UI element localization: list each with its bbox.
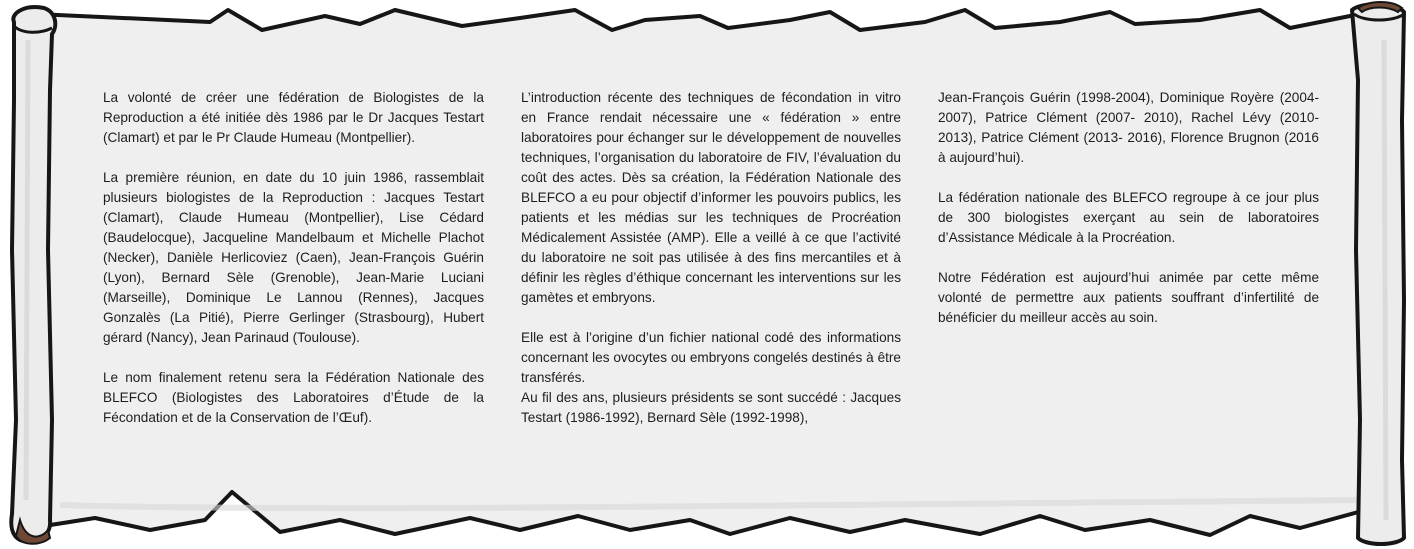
left-roll — [11, 7, 55, 544]
paragraph: La volonté de créer une fédération de Biologistes de la Reproduction a été initiée dès 1986 par le Dr Jacques Testart (Clamart) et par le Pr Claude Humeau (Montpellier). — [103, 90, 484, 145]
paragraph: La première réunion, en date du 10 juin 1986, rassemblait plusieurs biologistes de la Reproduction : Jacques Testart (Clamart), Claude Humeau (Montpellier), Lise Cédard (Baudelocque), Jacqueline Mandelbaum et Michelle Plachot (Necker), Danièle Herlicoviez (Caen), Jean-François Guérin (Lyon), Bernard Sèle (Grenoble), Jean-Marie Luciani (Marseille), Dominique Le Lannou (Rennes), Jacques Gonzalès (La Pitié), Pierre Gerlinger (Strasbourg), Hubert gérard (Nancy), Jean Parinaud (Toulouse). — [103, 170, 484, 345]
text-column-3 — [938, 88, 1319, 348]
text-column-2 — [521, 88, 901, 448]
paragraph: Le nom finalement retenu sera la Fédération Nationale des BLEFCO (Biologistes des Laboratoires d’Étude de la Fécondation et de la Conservation de l’Œuf). — [103, 370, 484, 425]
right-roll — [1352, 2, 1404, 544]
paragraph: Notre Fédération est aujourd’hui animée par cette même volonté de permettre aux patients souffrant d’infertilité de bénéficier du meilleur accès au soin. — [938, 270, 1319, 325]
text-column-1 — [103, 88, 484, 448]
paragraph: Au fil des ans, plusieurs présidents se sont succédé : Jacques Testart (1986-1992), Bernard Sèle (1992-1998), — [521, 390, 901, 425]
paragraph: Elle est à l’origine d’un fichier national codé des informations concernant les ovocytes ou embryons congelés destinés à être transférés. — [521, 330, 901, 385]
paragraph: Jean-François Guérin (1998-2004), Dominique Royère (2004-2007), Patrice Clément (2007- 2010), Rachel Lévy (2010-2013), Patrice Clément (2013- 2016), Florence Brugnon (2016 à aujourd’hui). — [938, 90, 1319, 165]
paragraph: La fédération nationale des BLEFCO regroupe à ce jour plus de 300 biologistes exerçant au sein de laboratoires d’Assistance Médicale à la Procréation. — [938, 190, 1319, 245]
paragraph: L’introduction récente des techniques de fécondation in vitro en France rendait nécessaire une « fédération » entre laboratoires pour échanger sur le développement de nouvelles techniques, l’organisation du laboratoire de FIV, l’évaluation du coût des actes. Dès sa création, la Fédération Nationale des BLEFCO a eu pour objectif d’informer les pouvoirs publics, les patients et les médias sur les techniques de Procréation Médicalement Assistée (AMP). Elle a veillé à ce que l’activité du laboratoire ne soit pas utilisée à des fins mercantiles et à définir les règles d’éthique concernant les interventions sur les gamètes et embryons. — [521, 90, 901, 305]
